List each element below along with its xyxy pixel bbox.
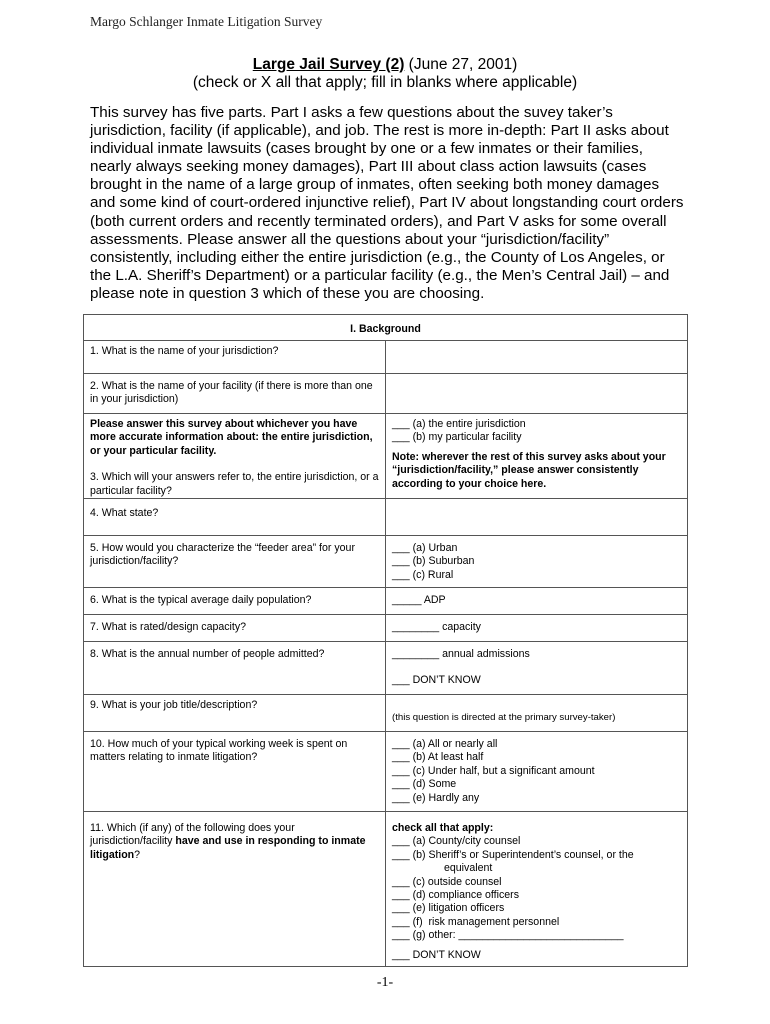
question-8: 8. What is the annual number of people admitted? bbox=[84, 642, 386, 695]
answer-8-field[interactable] bbox=[386, 642, 688, 695]
option-10a[interactable]: ___ (a) All or nearly all bbox=[392, 738, 498, 751]
answer-10 bbox=[386, 732, 688, 812]
answer-2-field[interactable] bbox=[386, 374, 688, 414]
option-5c[interactable]: ___ (c) Rural bbox=[392, 568, 454, 581]
survey-subtitle: (check or X all that apply; fill in blanks where applicable) bbox=[192, 74, 578, 91]
option-5a[interactable]: ___ (a) Urban bbox=[392, 542, 458, 555]
option-8-dont-know[interactable]: ___ DON’T KNOW bbox=[392, 674, 481, 687]
section-title: I. Background bbox=[84, 315, 688, 341]
option-11b-continued: equivalent bbox=[444, 862, 493, 875]
survey-date: (June 27, 2001) bbox=[404, 56, 518, 73]
option-10d[interactable]: ___ (d) Some bbox=[392, 778, 457, 791]
question-6: 6. What is the typical average daily population? bbox=[84, 588, 386, 615]
page-header: Margo Schlanger Inmate Litigation Survey bbox=[90, 14, 323, 29]
answer-3 bbox=[386, 414, 688, 499]
answer-6-field[interactable]: _____ ADP bbox=[386, 588, 688, 615]
option-10b[interactable]: ___ (b) At least half bbox=[392, 751, 484, 764]
question-2: 2. What is the name of your facility (if there is more than one in your jurisdiction) bbox=[84, 374, 386, 414]
answer-4-field[interactable] bbox=[386, 499, 688, 536]
question-10: 10. How much of your typical working week is spent on matters relating to inmate litigation? bbox=[84, 732, 386, 812]
question-3-text: 3. Which will your answers refer to, the entire jurisdiction, or a particular facility? bbox=[90, 471, 379, 497]
answer-5 bbox=[386, 536, 688, 588]
question-9: 9. What is your job title/description? bbox=[84, 695, 386, 732]
option-11c[interactable]: ___ (c) outside counsel bbox=[392, 875, 502, 888]
option-10c[interactable]: ___ (c) Under half, but a significant amount bbox=[392, 764, 595, 777]
question-1: 1. What is the name of your jurisdiction? bbox=[84, 341, 386, 374]
option-10e[interactable]: ___ (e) Hardly any bbox=[392, 791, 480, 804]
answer-8-blank: ________ annual admissions bbox=[392, 648, 530, 661]
question-7: 7. What is rated/design capacity? bbox=[84, 615, 386, 642]
question-3-note: Please answer this survey about whichever you have more accurate information about: the entire jurisdiction, or your particular facility. bbox=[90, 418, 373, 457]
question-4: 4. What state? bbox=[84, 499, 386, 536]
question-9-note: (this question is directed at the primary survey-taker) bbox=[392, 712, 616, 724]
intro-paragraph: This survey has five parts. Part I asks a few questions about the suvey taker’s jurisdiction, facility (if applicable), and job. The rest is more in-depth: Part II asks about individual inmate lawsuits (cases brought by one or a few inmates or their families, nearly always seeking money damages), Part III about class action lawsuits (cases brought in the name of a large group of inmates, often seeking both money damages and some kind of court-ordered injunctive relief), Part IV about longstanding court orders (both current orders and recently terminated orders), and Part V asks for some overall assessments. Please answer all the questions about your “jurisdiction/facility” consistently, including either the entire jurisdiction (e.g., the County of Los Angeles, or the L.A. Sheriff’s Department) or a particular facility (e.g., the Men’s Central Jail) – and please note in question 3 which of these you are choosing. bbox=[90, 104, 684, 302]
question-3 bbox=[84, 414, 386, 499]
option-11f[interactable]: ___ (f) risk management personnel bbox=[392, 915, 560, 928]
answer-7-field[interactable]: ________ capacity bbox=[386, 615, 688, 642]
option-11d[interactable]: ___ (d) compliance officers bbox=[392, 889, 519, 902]
background-table bbox=[83, 314, 688, 967]
answer-1-field[interactable] bbox=[386, 341, 688, 374]
answer-11-heading: check all that apply: bbox=[392, 822, 494, 835]
option-3b[interactable]: ___ (b) my particular facility bbox=[392, 431, 522, 444]
option-11g[interactable]: ___ (g) other: ____________________________ bbox=[392, 929, 624, 942]
page-number: -1- bbox=[376, 975, 394, 990]
option-3a[interactable]: ___ (a) the entire jurisdiction bbox=[392, 418, 526, 430]
answer-11 bbox=[386, 812, 688, 967]
survey-title-main: Large Jail Survey (2) bbox=[252, 56, 405, 73]
option-11b[interactable]: ___ (b) Sheriff’s or Superintendent’s counsel, or the bbox=[392, 848, 634, 861]
answer-3-note: Note: wherever the rest of this survey asks about your “jurisdiction/facility,” please answer consistently according to your choice here. bbox=[392, 450, 666, 490]
option-11-dont-know[interactable]: ___ DON’T KNOW bbox=[392, 948, 481, 961]
option-11a[interactable]: ___ (a) County/city counsel bbox=[392, 835, 521, 848]
answer-9-field[interactable] bbox=[386, 695, 688, 732]
survey-title bbox=[0, 56, 770, 74]
question-11: 11. Which (if any) of the following does your jurisdiction/facility have and use in responding to inmate litigation? bbox=[84, 812, 386, 967]
option-11e[interactable]: ___ (e) litigation officers bbox=[392, 902, 505, 915]
question-5: 5. How would you characterize the “feeder area” for your jurisdiction/facility? bbox=[84, 536, 386, 588]
option-5b[interactable]: ___ (b) Suburban bbox=[392, 555, 475, 568]
